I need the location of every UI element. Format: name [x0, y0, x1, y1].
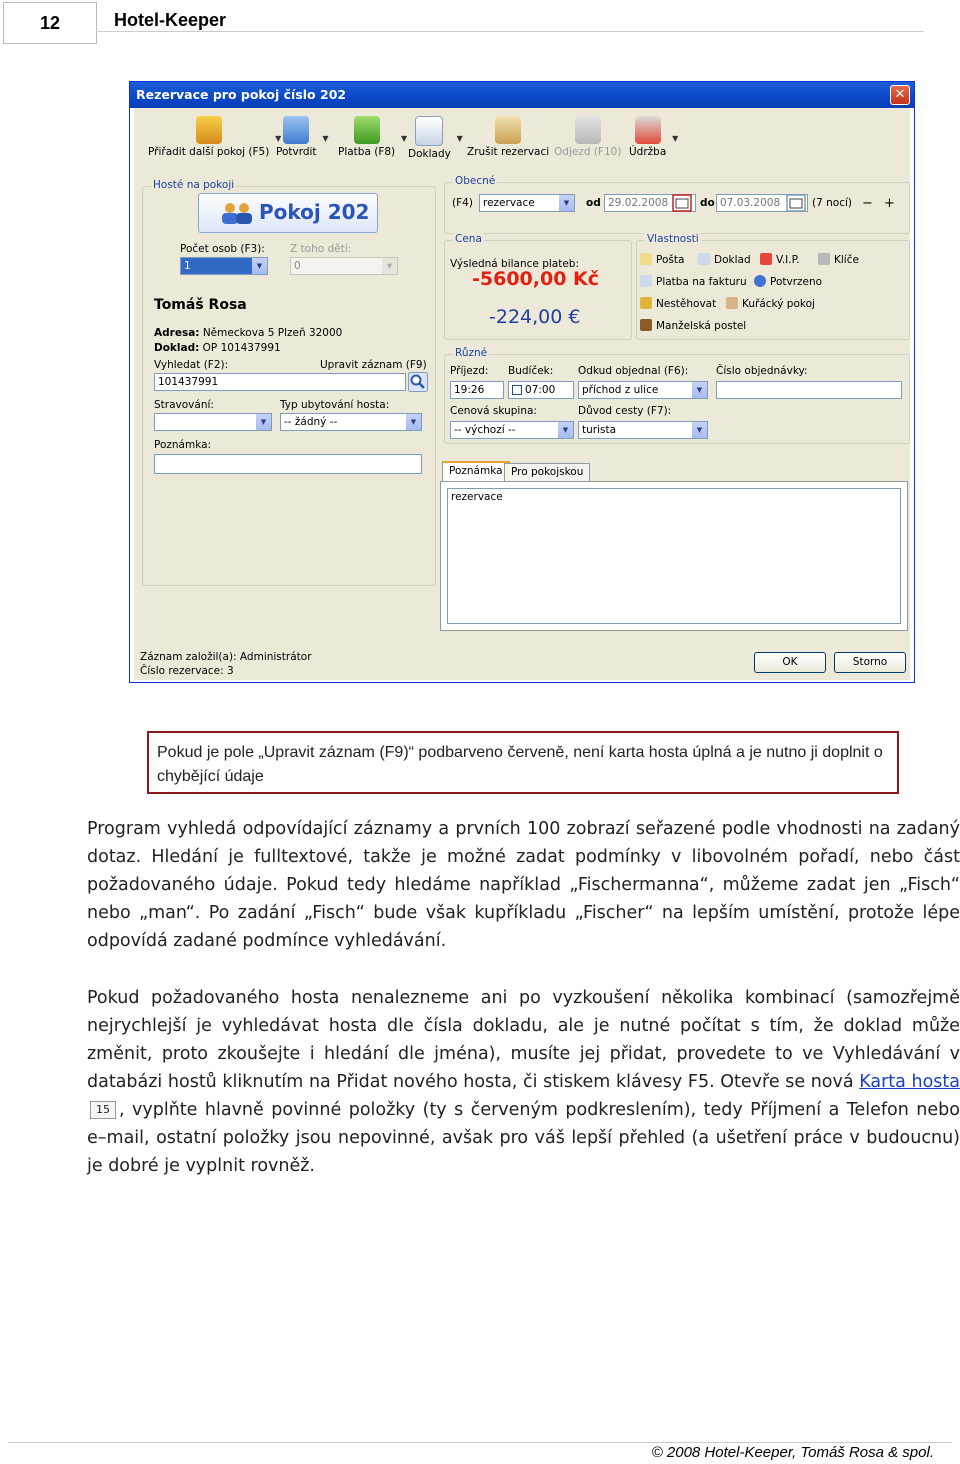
alarm-label: Budíček: [508, 365, 554, 377]
ok-button[interactable]: OK [754, 652, 826, 673]
money-icon [354, 116, 380, 144]
chevron-down-icon[interactable]: ▼ [252, 258, 267, 274]
ordered-from-select[interactable]: příchod z ulice ▼ [578, 381, 708, 399]
ordered-from-label: Odkud objednal (F6): [578, 365, 689, 377]
general-group: Obecné [444, 182, 910, 234]
chevron-down-icon[interactable]: ▼ [558, 422, 573, 438]
status-area [140, 650, 312, 678]
increase-nights-button[interactable]: + [884, 196, 895, 211]
calendar-icon[interactable] [672, 194, 692, 212]
chevron-down-icon[interactable]: ▼ [256, 414, 271, 430]
exit-icon [575, 116, 601, 144]
tools-icon [635, 116, 661, 144]
misc-group: Různé [444, 354, 910, 444]
chevron-down-icon[interactable]: ▼ [672, 134, 679, 143]
note-callout: Pokud je pole „Upravit záznam (F9)“ podbarveno červeně, není karta hosta úplná a je nutno ji doplnit o chybějící údaje [147, 731, 899, 794]
property-keys[interactable]: Klíče [818, 253, 859, 266]
calendar-icon[interactable] [786, 194, 806, 212]
bed-icon [640, 319, 652, 331]
property-double-bed[interactable]: Manželská postel [640, 319, 746, 332]
from-label: od [586, 197, 601, 209]
to-label: do [700, 197, 715, 209]
alarm-input[interactable]: 07:00 [508, 381, 574, 399]
maintenance-button[interactable]: Údržba ▼ [629, 116, 666, 166]
paragraph-search: Program vyhledá odpovídající záznamy a prvních 100 zobrazí seřazené podle vhodnosti na zadaný dotaz. Hledání je fulltextové, takže je možné zadat podmínky v libovolném pořadí, nebo část požadovaného údaje. Pokud tedy hledáme například „Fischermanna“, můžeme zadat jen „Fisch“ nebo „man“. Po zadání „Fisch“ bude však kupříkladu „Fischer“ na lepším umístění, protože lépe odpovídá zadané podmínce vyhledávání. [87, 819, 960, 951]
document-icon [698, 253, 710, 265]
chevron-down-icon[interactable]: ▼ [692, 422, 707, 438]
arrival-input[interactable]: 19:26 [450, 381, 504, 399]
chevron-down-icon[interactable]: ▼ [456, 134, 463, 143]
guest-card [152, 287, 430, 577]
created-by: Záznam založil(a): Administrátor [140, 651, 312, 663]
guest-name: Tomáš Rosa [154, 297, 247, 313]
price-group: Cena [444, 240, 632, 340]
guest-document: Doklad: OP 101437991 [154, 342, 281, 354]
price-group-select[interactable]: -- výchozí -- ▼ [450, 421, 574, 439]
persons-select[interactable]: 1 ▼ [180, 257, 268, 275]
add-room-icon [196, 116, 222, 144]
document-icon [415, 116, 443, 146]
board-select[interactable] [154, 413, 272, 431]
property-mail[interactable]: Pošta [640, 253, 684, 266]
confirm-button[interactable]: Potvrdit ▼ [276, 116, 317, 166]
guest-note-input[interactable] [154, 454, 422, 474]
guest-note-label: Poznámka: [154, 439, 212, 451]
accommodation-label: Typ ubytování hosta: [280, 399, 390, 411]
chevron-down-icon[interactable]: ▼ [406, 414, 421, 430]
status-select[interactable]: rezervace ▼ [479, 194, 575, 212]
property-smoking[interactable]: Kuřácký pokoj [726, 297, 815, 310]
tab-note[interactable]: Poznámka [442, 461, 510, 481]
decrease-nights-button[interactable]: − [862, 196, 873, 211]
lock-icon [640, 297, 652, 309]
reservation-window [129, 81, 915, 683]
guest-address: Adresa: Německova 5 Plzeň 32000 [154, 327, 343, 339]
children-select[interactable]: 0 ▼ [290, 257, 398, 275]
key-icon [818, 253, 830, 265]
children-label: Z toho dětí: [290, 243, 352, 255]
search-input[interactable]: 101437991 [154, 373, 406, 391]
balance-czk: -5600,00 Kč [472, 268, 600, 290]
header-divider [96, 31, 924, 32]
nights-count: (7 nocí) [812, 197, 852, 209]
property-confirmed[interactable]: Potvrzeno [754, 275, 822, 288]
cancel-reservation-button[interactable]: Zrušit rezervaci [467, 116, 549, 166]
page-reference[interactable]: 15 [90, 1101, 116, 1119]
note-panel [440, 481, 908, 631]
order-number-label: Číslo objednávky: [716, 365, 808, 377]
chevron-down-icon[interactable]: ▼ [322, 134, 329, 143]
board-label: Stravování: [154, 399, 214, 411]
chevron-down-icon[interactable]: ▼ [275, 134, 282, 143]
chevron-down-icon: ▼ [382, 258, 397, 274]
balance-eur: -224,00 € [489, 306, 581, 328]
property-invoice[interactable]: Platba na fakturu [640, 275, 747, 288]
add-room-button[interactable]: Přiřadit další pokoj (F5) ▼ [148, 116, 269, 166]
documents-button[interactable]: Doklady ▼ [408, 116, 451, 166]
guests-group: Hosté na pokoji [142, 186, 436, 586]
checkout-button[interactable]: Odjezd (F10) [554, 116, 621, 166]
reservation-number: Číslo rezervace: 3 [140, 665, 234, 677]
chevron-down-icon[interactable]: ▼ [692, 382, 707, 398]
window-title: Rezervace pro pokoj číslo 202 [130, 82, 914, 108]
mail-icon [283, 116, 309, 144]
footer-copyright: © 2008 Hotel-Keeper, Tomáš Rosa & spol. [651, 1444, 934, 1461]
price-group-label: Cenová skupina: [450, 405, 537, 417]
note-textarea[interactable]: rezervace [447, 488, 901, 624]
to-date-input[interactable]: 07.03.2008 [716, 194, 808, 212]
paragraph-add-guest: Pokud požadovaného hosta nenalezneme ani po vyzkoušení několika kombinací (samozřejmě nejrychlejší je vyhledávat hosta dle čísla dokladu, ale je nutné počítat s tím, že doklad může změnit, proto zkoušejte i hledání dle jména), musíte jej přidat, provedete to ve Vyhledávání v databázi hostů kliknutím na Přidat nového hosta, či stiskem klávesy F5. Otevře se nová Karta hosta15 , vyplňte hlavně povinné položky (ty s červeným podkreslením), tedy Příjmení a Telefon nebo e–mail, ostatní položky jsou nepovinné, avšak pro váš lepší přehled (a ušetření práce v budoucnu) je dobré je vyplnit rovněž. [87, 988, 960, 1176]
accommodation-select[interactable]: -- žádný -- ▼ [280, 413, 422, 431]
chevron-down-icon[interactable]: ▼ [401, 134, 408, 143]
document-title: Hotel-Keeper [114, 10, 227, 30]
tab-housekeeping[interactable]: Pro pokojskou [504, 463, 590, 481]
cancel-button[interactable]: Storno [834, 652, 906, 673]
property-no-move[interactable]: Nestěhovat [640, 297, 716, 310]
arrival-label: Příjezd: [450, 365, 489, 377]
properties-group: Vlastnosti [636, 240, 910, 340]
room-button[interactable]: Pokoj 202 [198, 193, 378, 233]
alarm-checkbox[interactable] [512, 385, 522, 395]
vip-icon [760, 253, 772, 265]
travel-reason-select[interactable]: turista ▼ [578, 421, 708, 439]
persons-icon [219, 202, 255, 224]
search-label: Vyhledat (F2): [154, 359, 229, 371]
cigarette-icon [726, 297, 738, 309]
from-date-input[interactable]: 29.02.2008 [604, 194, 696, 212]
search-icon[interactable] [408, 372, 428, 392]
property-vip[interactable]: V.I.P. [760, 253, 800, 266]
order-number-input[interactable] [716, 381, 902, 399]
chevron-down-icon[interactable]: ▼ [559, 195, 574, 211]
persons-label: Počet osob (F3): [180, 243, 265, 255]
property-document[interactable]: Doklad [698, 253, 751, 266]
trash-icon [495, 116, 521, 144]
edit-record-link[interactable]: Upravit záznam (F9) [320, 359, 427, 371]
info-icon [754, 275, 766, 287]
invoice-icon [640, 275, 652, 287]
close-icon[interactable]: ✕ [890, 85, 910, 105]
f4-label: (F4) [452, 197, 473, 209]
window-client [134, 108, 910, 680]
mail-icon [640, 253, 652, 265]
guest-card-link[interactable]: Karta hosta [859, 1072, 960, 1092]
page-number: 12 [3, 2, 97, 44]
payment-button[interactable]: Platba (F8) ▼ [338, 116, 395, 166]
travel-reason-label: Důvod cesty (F7): [578, 405, 672, 417]
balance-label: Výsledná bilance plateb: [450, 258, 580, 270]
footer-divider [8, 1442, 952, 1443]
